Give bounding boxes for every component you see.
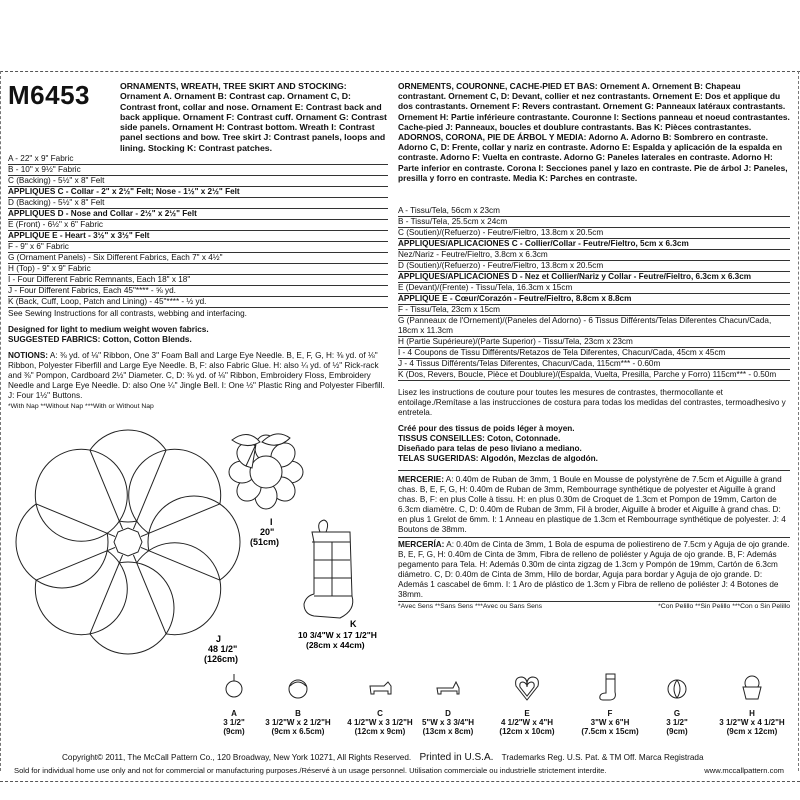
tree-skirt-illustration (16, 430, 240, 654)
yardage-table-french-spanish (398, 206, 790, 381)
ornament-letter: E (524, 709, 530, 718)
yardage-fr-row: E (Devant)/(Frente) - Tissu/Tela, 16.3cm x 15cm (398, 283, 790, 294)
cree-pour: Créé pour des tissus de poids léger à moyen. (398, 424, 575, 433)
yardage-fr-row: G (Panneaux de l'Ornement)/(Paneles del Adorno) - 6 Tissus Différents/Telas Diferentes Chacun/Cada, 18cm x 11.3cm (398, 316, 790, 337)
designed-for: Designed for light to medium weight woven fabrics. (8, 325, 209, 334)
merceria-text: A: 0.40m de Cinta de 3mm, 1 Bola de espuma de poliestireno de 7.5cm y Aguja de ojo grande. B, E, F, G, H: 0.40m de Cinta de 3mm, Fibra de relleno de poliéster y Aguja de ojo grande. B, F: Además pegamento para Tela. H: Además 0.30m de cinta zigzag de 1.3cm y Pompón de 19mm, Cartón de 6.3cm diámetro. C, D: 0.40m de Cinta de 3mm, Hilo de bordar, Aguja para bordar y Aguja de ojo grande. D: Además 1 cascabel de 6mm. I: 1 Aro de plástico de 1.3cm y Fibra de relleno de poliéster J: 4 Botones de 38mm. (398, 540, 790, 599)
nap-notes-fr-es (398, 601, 790, 612)
ornament-letter: A (231, 709, 237, 718)
ornament-letter: D (445, 709, 451, 718)
stocking-ornament-icon (595, 672, 625, 704)
ornament-size-cm: (9cm) (223, 727, 245, 736)
yardage-en-row: D (Backing) - 5½" x 8" Felt (8, 198, 388, 209)
yardage-fr-row: J - 4 Tissus Différents/Telas Diferentes, Chacun/Cada, 115cm*** - 0.60m (398, 359, 790, 370)
yardage-fr-row: K (Dos, Revers, Boucle, Pièce et Doublure)/(Espalda, Vuelta, Presilla, Parche y Forro) 115cm*** - 0.50m (398, 370, 790, 381)
nap-note-es: *Con Pelillo **Sin Pelillo ***Con o Sin Pelillo (658, 603, 790, 610)
ornament-size: 3 1/2" (666, 718, 688, 727)
yardage-en-row: I - Four Different Fabric Remnants, Each 18" x 18" (8, 275, 388, 286)
wreath-illustration (229, 434, 303, 509)
yardage-fr-row: B - Tissu/Tela, 25.5cm x 24cm (398, 217, 790, 228)
yardage-fr-row: A - Tissu/Tela, 56cm x 23cm (398, 206, 790, 217)
nap-note: *With Nap **Without Nap ***With or Without Nap (8, 403, 154, 410)
ornament-e (482, 672, 572, 736)
mercerie-label: MERCERIE: (398, 475, 444, 484)
yardage-en-row: B - 10" x 9½" Fabric (8, 165, 388, 176)
ornament-letter: F (607, 709, 613, 718)
ornament-size-cm: (9cm) (666, 727, 688, 736)
yardage-table-english (8, 154, 388, 308)
ornament-size: 4 1/2"W x 4"H (500, 718, 554, 727)
ornament-letter: G (673, 709, 681, 718)
home-use-note: Sold for individual home use only and not for commercial or manufacturing purposes./Réservé à un usage personnel. Utilisation commerciale ou industrielle strictement interdite. (14, 766, 607, 775)
ornament-size-cm: (12cm x 10cm) (499, 727, 555, 736)
yardage-en-row: APPLIQUE E - Heart - 3½" x 3½" Felt (8, 231, 388, 242)
suggested-fabrics: SUGGESTED FABRICS: Cotton, Cotton Blends. (8, 335, 192, 344)
dog-ornament-icon (365, 672, 395, 704)
telas-sugeridas: TELAS SUGERIDAS: Algodón, Mezclas de algodón. (398, 454, 598, 463)
yardage-fr-row: F - Tissu/Tela, 23cm x 15cm (398, 305, 790, 316)
ornament-d (403, 672, 493, 736)
right-text-block (398, 388, 790, 612)
cut-line-top (0, 71, 800, 72)
header-french-spanish: ORNEMENTS, COURONNE, CACHE-PIED ET BAS: Ornement A. Ornement B: Chapeau contrastant. Ornement C, D: Devant, collier et nez contrastants. Ornement E: Dos et applique du dos contrastants. Ornement F: Revers contrastant. Ornement G: Panneaux latéraux contrastants. Ornement H: Partie inférieure contrastante. Couronne I: Sections panneau et noeud contrastantes. Cache-pied J: Panneaux, boucles et doublure contrastants. Bas K: Pièces contrastantes. ADORNOS, CORONA, PIE DE ÁRBOL Y MEDIA: Adorno A. Adorno B: Sombrero en contraste. Adorno C, D: Frente, collar y nariz en contraste. Adorno E: Espalda y aplicación de la espalda en contraste. Adorno F: Vuelta en contraste. Adorno G: Paneles laterales en contraste. Adorno H: Parte inferior en contraste. Corona I: Secciones panel y lazo en contraste. Pie de árbol J: Paneles, presilla y forro en contraste. Media K: Parches en contraste. (398, 81, 790, 183)
footer-line-1 (62, 752, 704, 763)
yardage-en-row: APPLIQUES D - Nose and Collar - 2½" x 2½" Felt (8, 209, 388, 220)
stocking-letter: K (350, 619, 357, 629)
website-link[interactable]: www.mccallpattern.com (704, 766, 784, 775)
stocking-size-cm: (28cm x 44cm) (306, 640, 365, 650)
nap-note-fr: *Avec Sens **Sans Sens ***Avec ou Sans Sens (398, 603, 543, 610)
ball-ornament-icon (219, 672, 249, 704)
disenado-para: Diseñado para telas de peso liviano a mediano. (398, 444, 582, 453)
illustrations (0, 420, 398, 670)
copyright: Copyright© 2011, The McCall Pattern Co., 120 Broadway, New York 10271, All Rights Reserved. (62, 753, 412, 762)
yardage-fr-row: H (Partie Supérieure)/(Parte Superior) - Tissu/Tela, 23cm x 23cm (398, 337, 790, 348)
wreath-size-cm: (51cm) (250, 537, 280, 547)
ornament-size: 4 1/2"W x 3 1/2"H (347, 718, 413, 727)
yardage-en-row: APPLIQUES C - Collar - 2" x 2½" Felt; Nose - 1½" x 2½" Felt (8, 187, 388, 198)
ornament-h (707, 672, 797, 736)
yardage-en-row: J - Four Different Fabrics, Each 45"**** - ⅝ yd. (8, 286, 388, 297)
wreath-letter: I (270, 517, 273, 527)
ornament-size-cm: (9cm x 6.5cm) (271, 727, 325, 736)
footer-line-2 (14, 766, 784, 775)
ornament-size-cm: (7.5cm x 15cm) (581, 727, 639, 736)
ornament-size-cm: (13cm x 8cm) (422, 727, 474, 736)
yardage-en-row: F - 9" x 6" Fabric (8, 242, 388, 253)
yardage-fr-row: APPLIQUES/APLICACIONES C - Collier/Collar - Feutre/Fieltro, 5cm x 6.3cm (398, 239, 790, 250)
notions-paragraph (8, 351, 388, 401)
notions-text: A: ⅜ yd. of ⅛" Ribbon, One 3" Foam Ball and Large Eye Needle. B, E, F, G, H: ⅜ yd. of ⅛" Ribbon, Polyester Fiberfill and Large Eye Needle. B, F: also Fabric Glue. H: also ¼ yd. of ½" Rick-rack and ⅜" Pompon, Cardboard 2½" Diameter. C, D: ⅜ yd. of ⅛" Ribbon, Embroidery Floss, Embroidery Needle and Large Eye Needle. D: also One ¼" Jingle Bell. I: One ½" Plastic Ring and Polyester Fiberfill. J: Four 1½" Buttons. (8, 351, 385, 400)
ornament-size: 3"W x 6"H (590, 718, 630, 727)
yardage-fr-row: C (Soutien)/(Refuerzo) - Feutre/Fieltro, 13.8cm x 20.5cm (398, 228, 790, 239)
ornament-size-cm: (9cm x 12cm) (726, 727, 778, 736)
skirt-letter: J (216, 634, 222, 644)
trademarks: Trademarks Reg. U.S. Pat. & TM Off. Marca Registrada (501, 753, 704, 762)
left-text-block (8, 309, 388, 412)
cut-line-bottom (0, 781, 800, 782)
paneled-ball-ornament-icon (662, 672, 692, 704)
ornament-size: 5"W x 3 3/4"H (421, 718, 475, 727)
notions-label: NOTIONS: (8, 351, 49, 360)
ornament-size: 3 1/2" (223, 718, 245, 727)
merceria-paragraph (398, 537, 790, 600)
ornament-row (190, 672, 790, 742)
mercerie-paragraph (398, 470, 790, 535)
ornament-size-cm: (12cm x 9cm) (354, 727, 406, 736)
yardage-fr-row: D (Soutien)/(Refuerzo) - Feutre/Fieltro, 13.8cm x 20.5cm (398, 261, 790, 272)
printed-in: Printed in U.S.A. (419, 752, 494, 763)
merceria-label: MERCERÍA: (398, 540, 445, 549)
yardage-en-row: G (Ornament Panels) - Six Different Fabrics, Each 7" x 4½" (8, 253, 388, 264)
yardage-en-row: H (Top) - 9" x 9" Fabric (8, 264, 388, 275)
hat-ornament-icon (283, 672, 313, 704)
skirt-size: 48 1/2" (208, 644, 238, 654)
yardage-en-row: A - 22" x 9" Fabric (8, 154, 388, 165)
yardage-fr-row: I - 4 Coupons de Tissu Différents/Retazos de Tela Diferentes, Chacun/Cada, 45cm x 45cm (398, 348, 790, 359)
ornament-size: 3 1/2"W x 4 1/2"H (719, 718, 785, 727)
ornament-letter: H (749, 709, 755, 718)
tree-skirt-center (114, 528, 142, 556)
lisez-instructions: Lisez les instructions de couture pour toutes les mesures de contrastes, thermocollante et entoilage./Remítase a las instrucciones de costura para todas los medidas del contrastes, termoadhesivo y entretela. (398, 388, 786, 417)
ornament-letter: C (377, 709, 383, 718)
cupcake-ornament-icon (737, 672, 767, 704)
wreath-size: 20" (260, 527, 275, 537)
yardage-en-row: E (Front) - 6½" x 6" Fabric (8, 220, 388, 231)
skirt-size-cm: (126cm) (204, 654, 239, 664)
heart-ornament-icon (512, 672, 542, 704)
yardage-fr-row: APPLIQUE E - Cœur/Corazón - Feutre/Fieltro, 8.8cm x 8.8cm (398, 294, 790, 305)
cat-ornament-icon (433, 672, 463, 704)
stocking-size: 10 3/4"W x 17 1/2"H (298, 630, 377, 640)
tree-skirt-panel (35, 449, 127, 541)
stocking-illustration (304, 520, 353, 618)
yardage-en-row: K (Back, Cuff, Loop, Patch and Lining) - 45"**** - ½ yd. (8, 297, 388, 308)
yardage-en-row: C (Backing) - 5½" x 8" Felt (8, 176, 388, 187)
ornament-letter: B (295, 709, 301, 718)
header-english: ORNAMENTS, WREATH, TREE SKIRT AND STOCKING: Ornament A. Ornament B: Contrast cap. Ornament C, D: Contrast front, collar and nose. Ornament E: Contrast back and back applique. Ornament F: Contrast cuff. Ornament G: Contrast side panels. Ornament H: Contrast bottom. Wreath I: Contrast panel sections and bow. Tree skirt J: Contrast panels, loops and lining. Stocking K: Contrast patches. (120, 81, 387, 153)
pattern-code: M6453 (8, 80, 90, 110)
see-instructions: See Sewing Instructions for all contrasts, webbing and interfacing. (8, 309, 247, 318)
ornament-b (253, 672, 343, 736)
tissus-conseilles: TISSUS CONSEILLES: Coton, Cotonnade. (398, 434, 561, 443)
mercerie-text: A: 0.40m de Ruban de 3mm, 1 Boule en Mousse de polystyrène de 7.5cm et Aiguille à grand chas. B, E, F, G, H: 0.40m de Ruban de 3mm, Rembourrage synthétique de polyester et Aiguille à grand chas. B, F: en plus Colle à tissu. H: en plus 0.30m de Croquet de 1.3cm et Pompon de 19mm, Carton de 6.3cm diamètre. C, D: 0.40m de Ruban de 3mm, Fil à broder, Aiguille à broder et Aiguille à grand chas. D: en plus 1 Grelot de 6mm. I: 1 Anneau en plastique de 1.3cm et Rembourrage synthétique de polyester. J: 4 Boutons de 38mm. (398, 475, 786, 534)
yardage-fr-row: APPLIQUES/APLICACIONES D - Nez et Collier/Nariz y Collar - Feutre/Fieltro, 6.3cm x 6.3cm (398, 272, 790, 283)
yardage-fr-row: Nez/Nariz - Feutre/Fieltro, 3.8cm x 6.3cm (398, 250, 790, 261)
ornament-size: 3 1/2"W x 2 1/2"H (265, 718, 331, 727)
